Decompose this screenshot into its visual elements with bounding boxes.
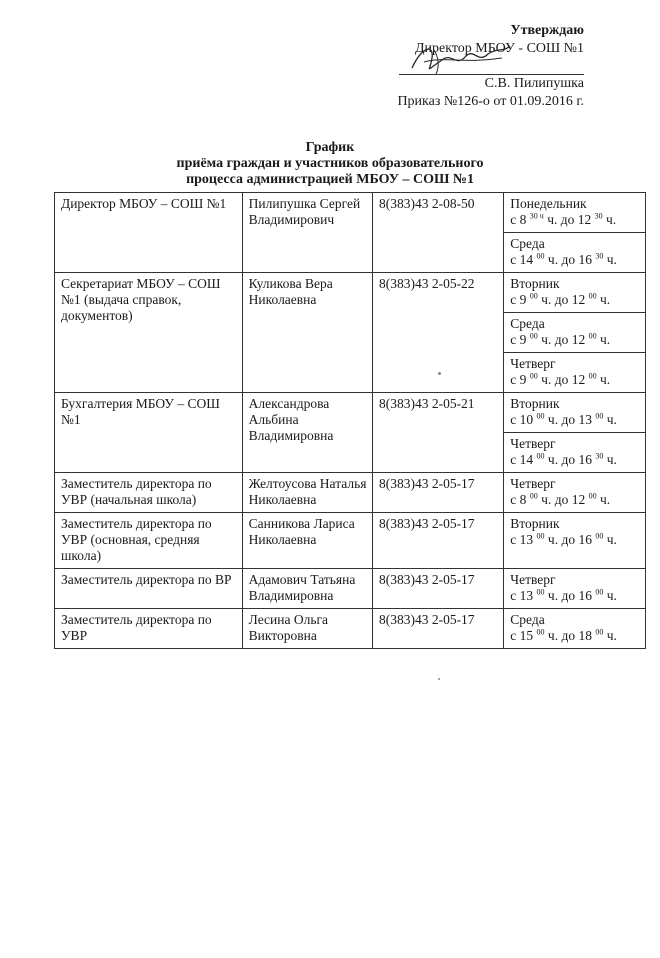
schedule-cell [504,193,646,233]
to-minutes: 30 [594,211,603,221]
table-row [55,393,646,433]
schedule-body [55,193,646,649]
from-minutes: 00 [536,587,545,597]
from-minutes: 00 [529,291,538,301]
approval-block [397,22,584,111]
from-label: с [510,372,517,387]
to-hour: 12 [577,212,592,227]
name-cell: Желтоусова Наталья Николаевна [242,473,372,513]
table-row [55,513,646,569]
to-minutes: 30 [595,251,604,261]
hour-label: ч. [606,212,617,227]
approval-signer: С.В. Пилипушка [484,76,584,91]
name-cell: Александрова Альбина Владимировна [242,393,372,473]
time-range [510,532,641,548]
to-minutes: 00 [588,491,597,501]
from-label: с [510,212,517,227]
schedule-cell [504,569,646,609]
position-cell: Заместитель директора по ВР [55,569,243,609]
to-label: ч. до [547,252,576,267]
from-label: с [510,452,517,467]
from-label: с [510,292,517,307]
weekday: Четверг [510,436,556,451]
weekday: Четверг [510,356,556,371]
from-hour: 10 [519,412,534,427]
scan-speck [438,678,440,680]
schedule-table [54,192,646,649]
hour-label: ч. [599,372,611,387]
schedule-cell [504,513,646,569]
hour-label: ч. [599,492,611,507]
to-hour: 12 [571,372,586,387]
position-cell: Заместитель директора по УВР (начальная школа) [55,473,243,513]
time-range [510,332,641,348]
name-cell: Пилипушка Сергей Владимирович [242,193,372,273]
to-hour: 18 [578,628,592,643]
time-range [510,252,641,268]
to-minutes: 00 [595,531,604,541]
to-hour: 16 [578,588,592,603]
to-hour: 16 [578,532,592,547]
to-minutes: 00 [588,291,597,301]
from-hour: 8 [519,492,527,507]
to-label: ч. до [547,212,575,227]
time-range [510,628,641,644]
from-minutes: 00 [536,627,545,637]
hour-label: ч. [599,292,611,307]
time-range [510,212,641,228]
weekday: Среда [510,612,545,627]
to-label: ч. до [541,292,569,307]
to-minutes: 00 [595,627,604,637]
to-hour: 12 [571,292,586,307]
phone-cell: 8(383)43 2-05-17 [372,569,503,609]
phone-cell: 8(383)43 2-05-17 [372,473,503,513]
from-hour: 9 [519,332,527,347]
position-cell: Бухгалтерия МБОУ – СОШ №1 [55,393,243,473]
to-hour: 16 [578,452,592,467]
position-cell: Секретариат МБОУ – СОШ №1 (выдача справок, документов) [55,273,243,393]
to-minutes: 00 [595,411,604,421]
to-label: ч. до [547,628,576,643]
from-label: с [510,332,517,347]
phone-cell: 8(383)43 2-05-17 [372,513,503,569]
from-hour: 13 [519,588,534,603]
from-label: с [510,628,517,643]
from-hour: 14 [519,252,534,267]
phone-cell: 8(383)43 2-05-17 [372,609,503,649]
schedule-cell [504,609,646,649]
to-label: ч. до [541,372,569,387]
to-hour: 12 [571,492,586,507]
schedule-cell [504,433,646,473]
time-range [510,588,641,604]
hour-label: ч. [599,332,611,347]
position-cell: Заместитель директора по УВР [55,609,243,649]
name-cell: Лесина Ольга Викторовна [242,609,372,649]
to-minutes: 00 [588,371,597,381]
to-label: ч. до [541,332,569,347]
approval-position: Директор МБОУ - СОШ №1 [414,41,584,56]
document-heading [0,140,660,188]
phone-cell: 8(383)43 2-05-21 [372,393,503,473]
time-range [510,492,641,508]
schedule-cell [504,273,646,313]
phone-cell: 8(383)43 2-08-50 [372,193,503,273]
from-hour: 15 [519,628,534,643]
to-label: ч. до [547,588,576,603]
heading-line-3: процесса администрацией МБОУ – СОШ №1 [186,172,474,187]
to-hour: 12 [571,332,586,347]
name-cell: Санникова Лариса Николаевна [242,513,372,569]
to-hour: 13 [578,412,592,427]
signature-line [399,60,584,75]
from-minutes: 30 ч [529,211,544,221]
from-hour: 9 [519,372,527,387]
approval-title: Утверждаю [510,23,584,38]
position-cell: Директор МБОУ – СОШ №1 [55,193,243,273]
hour-label: ч. [606,588,617,603]
to-label: ч. до [547,412,576,427]
position-cell: Заместитель директора по УВР (основная, средняя школа) [55,513,243,569]
weekday: Четверг [510,476,556,491]
approval-order: Приказ №126-о от 01.09.2016 г. [397,94,584,109]
time-range [510,292,641,308]
scan-speck [438,372,441,375]
hour-label: ч. [606,532,617,547]
from-hour: 13 [519,532,534,547]
hour-label: ч. [606,252,617,267]
schedule-cell [504,393,646,433]
to-label: ч. до [541,492,569,507]
weekday: Среда [510,316,545,331]
to-minutes: 30 [595,451,604,461]
schedule-cell [504,233,646,273]
to-hour: 16 [578,252,592,267]
table-row [55,609,646,649]
name-cell: Адамович Татьяна Владимировна [242,569,372,609]
table-row [55,193,646,233]
hour-label: ч. [606,412,617,427]
from-hour: 14 [519,452,534,467]
from-minutes: 00 [536,411,545,421]
from-minutes: 00 [529,491,538,501]
schedule-cell [504,313,646,353]
schedule-cell [504,353,646,393]
weekday: Вторник [510,516,560,531]
hour-label: ч. [606,452,617,467]
from-hour: 8 [519,212,527,227]
time-range [510,452,641,468]
from-label: с [510,588,517,603]
to-label: ч. до [547,532,576,547]
from-label: с [510,252,517,267]
time-range [510,372,641,388]
weekday: Вторник [510,276,560,291]
from-minutes: 00 [529,371,538,381]
from-hour: 9 [519,292,527,307]
schedule-cell [504,473,646,513]
from-minutes: 00 [536,531,545,541]
time-range [510,412,641,428]
from-minutes: 00 [536,251,545,261]
heading-line-2: приёма граждан и участников образовательного [176,156,484,171]
from-label: с [510,492,517,507]
from-minutes: 00 [529,331,538,341]
handwritten-signature [404,38,514,78]
heading-title: График [305,140,355,155]
to-minutes: 00 [595,587,604,597]
from-minutes: 00 [536,451,545,461]
from-label: с [510,532,517,547]
weekday: Вторник [510,396,560,411]
name-cell: Куликова Вера Николаевна [242,273,372,393]
weekday: Среда [510,236,545,251]
table-row [55,569,646,609]
from-label: с [510,412,517,427]
table-row [55,273,646,313]
table-row [55,473,646,513]
to-minutes: 00 [588,331,597,341]
to-label: ч. до [547,452,576,467]
weekday: Понедельник [510,196,587,211]
weekday: Четверг [510,572,556,587]
hour-label: ч. [606,628,617,643]
phone-cell: 8(383)43 2-05-22 [372,273,503,393]
